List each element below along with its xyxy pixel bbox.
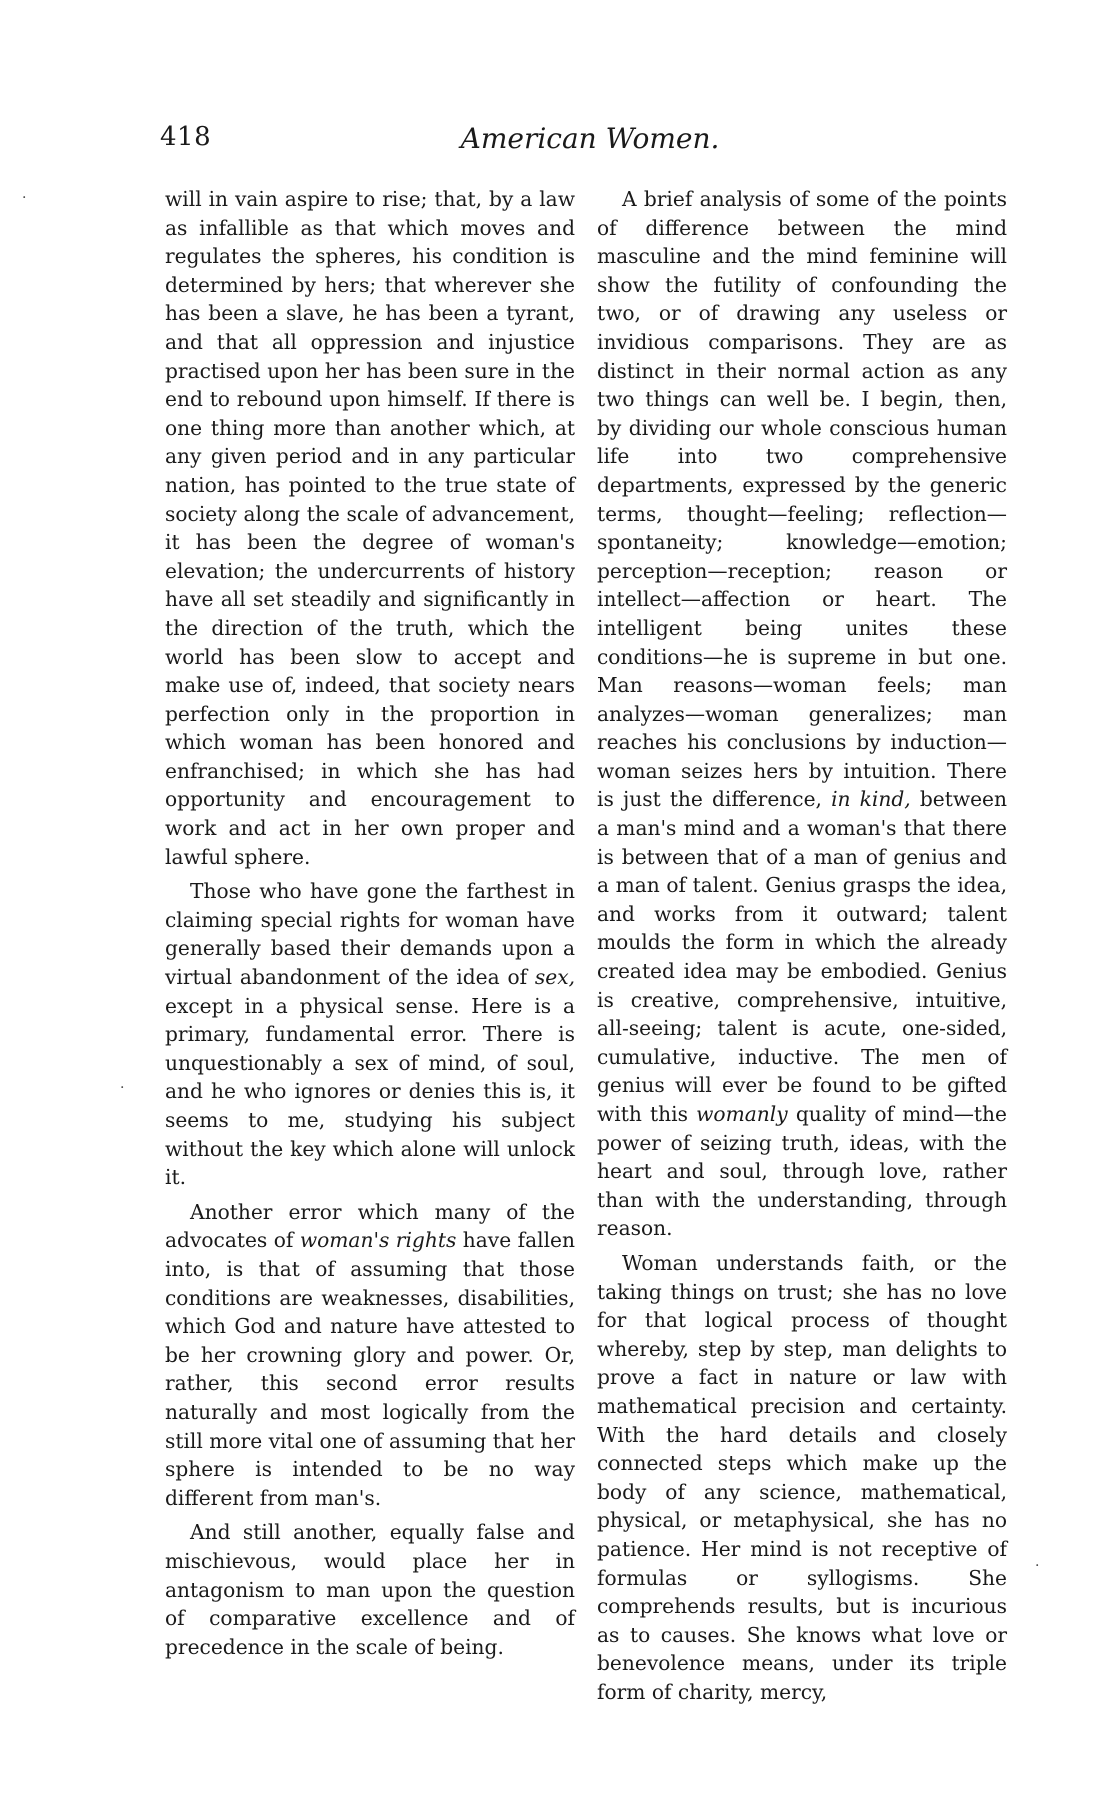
running-head <box>160 122 1020 162</box>
right-paragraph-1-emphasis-2: womanly <box>696 1102 788 1126</box>
left-column <box>165 185 575 1661</box>
left-paragraph-3 <box>165 1198 575 1513</box>
right-paragraph-1-text-a: A brief analysis of some of the points of difference between the mind masculine and the mind feminine will show the futility of confounding the two, or of drawing any useless or invidious comparisons. They are as distinct in their normal action as any two things can well be. I begin, then, by dividing our whole conscious human life into two comprehensive departments, expressed by the generic terms, thought—feeling; reflection—spontaneity; knowledge—emotion; perception—reception; reason or intellect—affection or heart. The intelligent being unites these conditions—he is supreme in but one. Man reasons—woman feels; man analyzes—woman generalizes; man reaches his conclusions by induction—woman seizes hers by intuition. There is just the difference, <box>597 187 1007 812</box>
right-paragraph-1-text-c: quality of mind—the power of seizing truth, ideas, with the heart and soul, through love, rather than with the understanding, through reason. <box>597 1102 1007 1241</box>
right-paragraph-1 <box>597 185 1007 1243</box>
left-paragraph-3-text-b: have fallen into, is that of assuming that those conditions are weaknesses, disabilities, which God and nature have attested to be her crowning glory and power. Or, rather, this second error results naturally and most logically from the still more vital one of assuming that her sphere is intended to be no way different from man's. <box>165 1228 575 1510</box>
margin-speck: · <box>120 1080 125 1096</box>
margin-speck: · <box>22 190 27 206</box>
left-paragraph-2-text-a: Those who have gone the farthest in claiming special rights for woman have generally based their demands upon a virtual abandonment of the idea of <box>165 879 575 990</box>
left-paragraph-2-text-b: except in a physical sense. Here is a primary, fundamental error. There is unquestionably a sex of mind, of soul, and he who ignores or denies this is, it seems to me, studying his subject without the key which alone will unlock it. <box>165 993 575 1190</box>
right-paragraph-1-emphasis-1: in kind, <box>831 787 911 812</box>
left-paragraph-4: And still another, equally false and mischievous, would place her in antagonism to man upon the question of comparative excellence and of precedence in the scale of being. <box>165 1520 575 1659</box>
left-paragraph-3-emphasis: woman's rights <box>299 1228 457 1253</box>
left-paragraph-1: will in vain aspire to rise; that, by a law as infallible as that which moves and regulates the spheres, his condition is determined by hers; that wherever she has been a slave, he has been a tyrant, and that all oppression and injustice practised upon her has been sure in the end to rebound upon himself. If there is one thing more than another which, at any given period and in any particular nation, has pointed to the true state of society along the scale of advancement, it has been the degree of woman's elevation; the undercurrents of history have all set steadily and significantly in the direction of the truth, which the world has been slow to accept and make use of, indeed, that society nears perfection only in the proportion in which woman has been honored and enfranchised; in which she has had opportunity and encouragement to work and act in her own proper and lawful sphere. <box>165 187 575 869</box>
running-title: American Women. <box>460 122 720 155</box>
right-paragraph-1-text-b: between a man's mind and a woman's that there is between that of a man of genius and a man of talent. Genius grasps the idea, and works from it outward; talent moulds the form in which the already created idea may be embodied. Genius is creative, comprehensive, intuitive, all-seeing; talent is acute, one-sided, cumulative, inductive. The men of genius will ever be found to be gifted with this <box>597 787 1008 1126</box>
margin-speck: · <box>1035 1558 1040 1574</box>
left-paragraph-3-text-a: Another error which many of the advocates of <box>165 1199 575 1253</box>
right-column <box>597 185 1007 1706</box>
right-paragraph-2: Woman understands faith, or the taking things on trust; she has no love for that logical process of thought whereby, step by step, man delights to prove a fact in nature or law with mathematical precision and certainty. With the hard details and closely connected steps which make up the body of any science, mathematical, physical, or metaphysical, she has no patience. Her mind is not receptive of formulas or syllogisms. She comprehends results, but is incurious as to causes. She knows what love or benevolence means, under its triple form of charity, mercy, <box>597 1250 1007 1704</box>
left-paragraph-2 <box>165 877 575 1192</box>
left-paragraph-2-emphasis: sex, <box>534 965 575 990</box>
page-number: 418 <box>160 122 212 152</box>
